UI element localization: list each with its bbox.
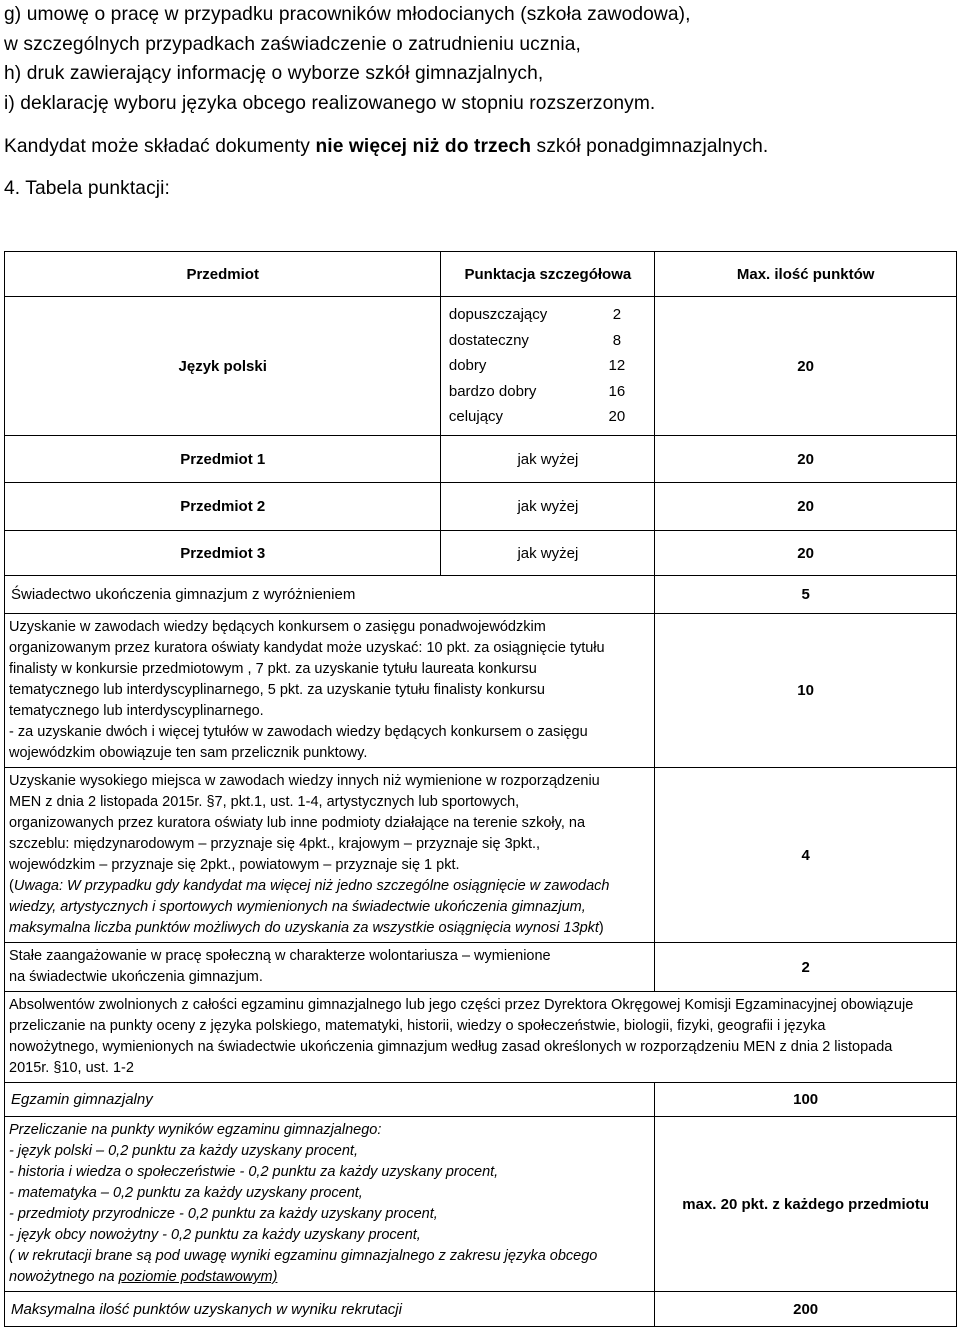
total-label: Maksymalna ilość punktów uzyskanych w wyniku rekrutacji xyxy=(5,1292,655,1327)
grade-row xyxy=(445,302,651,328)
volunteer-text xyxy=(5,943,655,992)
row-total xyxy=(5,1292,957,1327)
exempt-line: 2015r. §10, ust. 1-2 xyxy=(9,1060,134,1076)
row-subject-2 xyxy=(5,483,957,531)
conversion-last-line xyxy=(9,1267,650,1288)
item-g-line-1: g) umowę o pracę w przypadku pracowników młodocianych (szkoła zawodowa), xyxy=(4,4,691,25)
grade-points: 20 xyxy=(608,408,626,426)
conversion-line: ( w rekrutacji brane są pod uwagę wyniki egzaminu gimnazjalnego z zakresu języka obcego xyxy=(9,1248,598,1264)
subject-detail: jak wyżej xyxy=(441,483,655,531)
grade-row xyxy=(445,379,651,405)
conversion-line: - język obcy nowożytny - 0,2 punktu za każdy uzyskany procent, xyxy=(9,1227,421,1243)
grade-label: dostateczny xyxy=(448,331,529,349)
contests-line: tematycznego lub interdyscyplinarnego, 5 pkt. za uzyskanie tytułu finalisty konkursu xyxy=(9,682,545,698)
note-close: ) xyxy=(598,920,604,936)
polish-name: Język polski xyxy=(5,297,441,436)
header-row xyxy=(5,252,957,297)
scoring-table xyxy=(4,251,957,1327)
conversion-line: - matematyka – 0,2 punktu za każdy uzyskany procent, xyxy=(9,1185,363,1201)
contests-text xyxy=(5,614,655,768)
achievements-line: Uzyskanie wysokiego miejsca w zawodach wiedzy innych niż wymienione w rozporządzeniu xyxy=(9,773,600,789)
grade-points: 12 xyxy=(608,357,626,375)
contests-line: organizowanym przez kuratora oświaty kandydat może uzyskać: 10 pkt. za osiągnięcie tytułu xyxy=(9,640,605,656)
note-open: ( xyxy=(9,878,14,894)
honors-text: Świadectwo ukończenia gimnazjum z wyróżnieniem xyxy=(5,576,655,614)
header-max: Max. ilość punktów xyxy=(655,252,957,297)
conversion-last-prefix: nowożytnego na xyxy=(9,1269,119,1285)
row-subject-1 xyxy=(5,436,957,483)
achievements-line: szczeblu: międzynarodowym – przyznaje się 4pkt., krajowym – przyznaje się 3pkt., xyxy=(9,836,541,852)
limit-bold: nie więcej niż do trzech xyxy=(315,136,532,157)
limit-suffix: szkół ponadgimnazjalnych. xyxy=(531,136,769,157)
note-text: Uwaga: W przypadku gdy kandydat ma więcej niż jedno szczególne osiągnięcie w zawodach xyxy=(13,878,610,894)
note-text: maksymalna liczba punktów możliwych do uzyskania za wszystkie osiągnięcia wynosi 13pkt xyxy=(9,920,599,936)
row-conversion xyxy=(5,1117,957,1292)
header-subject: Przedmiot xyxy=(5,252,441,297)
achievements-line: organizowanych przez kuratora oświaty lub inne podmioty działające na terenie szkoły, na xyxy=(9,815,586,831)
subject-name: Przedmiot 1 xyxy=(5,436,441,483)
row-exam xyxy=(5,1083,957,1117)
limit-prefix: Kandydat może składać dokumenty xyxy=(4,136,316,157)
header-detail: Punktacja szczegółowa xyxy=(441,252,655,297)
grade-label: dopuszczający xyxy=(448,306,548,324)
grades-table xyxy=(445,302,651,430)
exempt-line: nowożytnego, wymienionych na świadectwie ukończenia gimnazjum według zasad określonych w rozporządzeniu MEN z dnia 2 listopada xyxy=(9,1039,893,1055)
item-h: h) druk zawierający informację o wyborze szkół gimnazjalnych, xyxy=(4,63,544,84)
achievements-line: MEN z dnia 2 listopada 2015r. §7, pkt.1, ust. 1-4, artystycznych lub sportowych, xyxy=(9,794,520,810)
conversion-line: - historia i wiedza o społeczeństwie - 0,2 punktu za każdy uzyskany procent, xyxy=(9,1164,499,1180)
row-polish xyxy=(5,297,957,436)
section-heading: 4. Tabela punktacji: xyxy=(4,177,170,199)
note-line xyxy=(9,876,650,897)
subject-detail: jak wyżej xyxy=(441,531,655,576)
achievements-max: 4 xyxy=(655,768,957,943)
conversion-text xyxy=(5,1117,655,1292)
grade-points: 16 xyxy=(608,382,626,400)
grade-label: dobry xyxy=(448,357,487,375)
row-achievements xyxy=(5,768,957,943)
conversion-last-underlined: poziomie podstawowym) xyxy=(118,1269,278,1285)
conversion-line: Przeliczanie na punkty wyników egzaminu gimnazjalnego: xyxy=(9,1122,382,1138)
conversion-line: - przedmioty przyrodnicze - 0,2 punktu za każdy uzyskany procent, xyxy=(9,1206,438,1222)
note-text: wiedzy, artystycznych i sportowych wymienionych na świadectwie ukończenia gimnazjum, xyxy=(9,899,586,915)
volunteer-max: 2 xyxy=(655,943,957,992)
exempt-text xyxy=(5,992,957,1083)
contests-line: wojewódzkim obowiązuje ten sam przelicznik punktowy. xyxy=(9,745,368,761)
grade-row xyxy=(445,353,651,379)
contests-max: 10 xyxy=(655,614,957,768)
contests-line: tematycznego lub interdyscyplinarnego. xyxy=(9,703,264,719)
grade-label: celujący xyxy=(448,408,504,426)
grade-row xyxy=(445,328,651,354)
intro-text xyxy=(4,0,768,203)
row-contests xyxy=(5,614,957,768)
subject-detail: jak wyżej xyxy=(441,436,655,483)
honors-max: 5 xyxy=(655,576,957,614)
note-line xyxy=(9,918,650,939)
grade-row xyxy=(445,404,651,430)
exempt-line: Absolwentów zwolnionych z całości egzaminu gimnazjalnego lub jego części przez Dyrektora Okręgowej Komisji Egzaminacyjnej obowiązuje xyxy=(9,997,914,1013)
exempt-line: przeliczanie na punkty oceny z języka polskiego, matematyki, historii, wiedzy o społeczeństwie, biologii, fizyki, geografii i języka xyxy=(9,1018,826,1034)
subject-max: 20 xyxy=(655,436,957,483)
volunteer-line: Stałe zaangażowanie w pracę społeczną w charakterze wolontariusza – wymienione xyxy=(9,948,551,964)
row-volunteer xyxy=(5,943,957,992)
subject-name: Przedmiot 3 xyxy=(5,531,441,576)
exam-max: 100 xyxy=(655,1083,957,1117)
contests-line: finalisty w konkursie przedmiotowym , 7 pkt. za uzyskanie tytułu laureata konkursu xyxy=(9,661,537,677)
subject-max: 20 xyxy=(655,483,957,531)
grade-points: 2 xyxy=(612,306,622,324)
document-limit-note xyxy=(4,132,768,162)
polish-max: 20 xyxy=(655,297,957,436)
total-max: 200 xyxy=(655,1292,957,1327)
row-subject-3 xyxy=(5,531,957,576)
achievements-line: wojewódzkim – przyznaje się 2pkt., powiatowym – przyznaje się 1 pkt. xyxy=(9,857,460,873)
subject-name: Przedmiot 2 xyxy=(5,483,441,531)
subject-max: 20 xyxy=(655,531,957,576)
contests-line: - za uzyskanie dwóch i więcej tytułów w zawodach wiedzy będących konkursem o zasięgu xyxy=(9,724,588,740)
achievements-text xyxy=(5,768,655,943)
grade-label: bardzo dobry xyxy=(448,382,537,400)
exam-label: Egzamin gimnazjalny xyxy=(5,1083,655,1117)
item-i: i) deklarację wyboru języka obcego realizowanego w stopniu rozszerzonym. xyxy=(4,92,656,114)
volunteer-line: na świadectwie ukończenia gimnazjum. xyxy=(9,969,263,985)
row-honors xyxy=(5,576,957,614)
row-exempt xyxy=(5,992,957,1083)
contests-line: Uzyskanie w zawodach wiedzy będących konkursem o zasięgu ponadwojewódzkim xyxy=(9,619,546,635)
item-g-line-2: w szczególnych przypadkach zaświadczenie o zatrudnieniu ucznia, xyxy=(4,33,581,55)
conversion-max: max. 20 pkt. z każdego przedmiotu xyxy=(655,1117,957,1292)
grade-points: 8 xyxy=(612,331,622,349)
polish-grades xyxy=(441,297,655,436)
conversion-line: - język polski – 0,2 punktu za każdy uzyskany procent, xyxy=(9,1143,358,1159)
